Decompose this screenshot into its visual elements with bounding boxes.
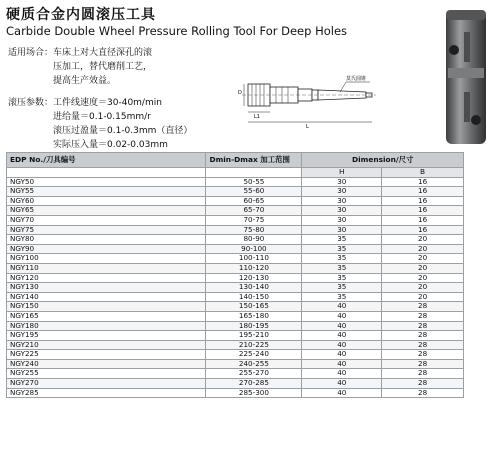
cell-range: 270-285 [206, 379, 302, 389]
cell-range: 120-130 [206, 273, 302, 283]
cell-code: NGY165 [7, 311, 206, 321]
cell-h: 40 [302, 359, 382, 369]
cell-b: 20 [382, 283, 464, 293]
table-row [7, 263, 464, 273]
cell-code: NGY195 [7, 331, 206, 341]
cell-range: 80-90 [206, 235, 302, 245]
header-edp: EDP No./刀具编号 [7, 153, 206, 168]
application-label: 适用场合： [8, 48, 54, 58]
roller-hole [449, 45, 459, 55]
cell-code: NGY285 [7, 388, 206, 398]
cell-h: 35 [302, 292, 382, 302]
table-row [7, 235, 464, 245]
cell-code: NGY225 [7, 350, 206, 360]
cell-code: NGY120 [7, 273, 206, 283]
table-row [7, 359, 464, 369]
table-row [7, 311, 464, 321]
cell-b: 16 [382, 206, 464, 216]
cell-range: 100-110 [206, 254, 302, 264]
table-row [7, 187, 464, 197]
cell-h: 40 [302, 340, 382, 350]
cell-b: 16 [382, 225, 464, 235]
cell-h: 40 [302, 350, 382, 360]
cell-h: 40 [302, 331, 382, 341]
cell-range: 180-195 [206, 321, 302, 331]
cell-code: NGY70 [7, 215, 206, 225]
cell-h: 40 [302, 321, 382, 331]
cell-h: 35 [302, 283, 382, 293]
cell-code: NGY90 [7, 244, 206, 254]
cell-b: 28 [382, 331, 464, 341]
roller-hole [471, 115, 481, 125]
table-row [7, 283, 464, 293]
cell-b: 28 [382, 302, 464, 312]
cell-b: 16 [382, 177, 464, 187]
cell-h: 30 [302, 225, 382, 235]
cell-range: 195-210 [206, 331, 302, 341]
table-row [7, 273, 464, 283]
cell-h: 40 [302, 369, 382, 379]
cell-code: NGY180 [7, 321, 206, 331]
parameter-line: 工件线速度＝30-40m/min [53, 98, 162, 108]
cell-code: NGY130 [7, 283, 206, 293]
parameters-section [8, 96, 192, 152]
table-row [7, 302, 464, 312]
cell-range: 90-100 [206, 244, 302, 254]
cell-code: NGY110 [7, 263, 206, 273]
cell-code: NGY50 [7, 177, 206, 187]
cell-b: 20 [382, 235, 464, 245]
cell-range: 130-140 [206, 283, 302, 293]
dim-d-label: D [238, 90, 242, 96]
cell-code: NGY270 [7, 379, 206, 389]
tool-photo [428, 8, 500, 146]
cell-range: 225-240 [206, 350, 302, 360]
table-row [7, 379, 464, 389]
application-line: 压加工，替代磨削工艺， [53, 62, 153, 72]
table-row [7, 340, 464, 350]
table-row [7, 369, 464, 379]
taper-label: 莫氏圆锥 [346, 76, 367, 82]
table-row [7, 350, 464, 360]
cell-h: 35 [302, 244, 382, 254]
cell-code: NGY100 [7, 254, 206, 264]
table-row [7, 244, 464, 254]
cell-code: NGY150 [7, 302, 206, 312]
cell-h: 30 [302, 196, 382, 206]
cell-range: 75-80 [206, 225, 302, 235]
header-dimension: Dimension/尺寸 [302, 153, 464, 168]
header-h: H [302, 168, 382, 178]
cell-h: 30 [302, 206, 382, 216]
header-range: Dmin-Dmax 加工范围 [206, 153, 302, 168]
cell-h: 35 [302, 254, 382, 264]
cell-b: 20 [382, 273, 464, 283]
dim-l-label: L [306, 124, 309, 130]
cell-h: 40 [302, 379, 382, 389]
header-b: B [382, 168, 464, 178]
parameter-line: 滚压过盈量＝0.1-0.3mm（直径） [53, 126, 193, 136]
cell-b: 16 [382, 187, 464, 197]
cell-code: NGY75 [7, 225, 206, 235]
table-row [7, 331, 464, 341]
cell-h: 40 [302, 311, 382, 321]
cell-range: 285-300 [206, 388, 302, 398]
cell-range: 150-165 [206, 302, 302, 312]
cell-b: 28 [382, 388, 464, 398]
table-row [7, 215, 464, 225]
application-line: 提高生产效益。 [53, 76, 117, 86]
cell-code: NGY55 [7, 187, 206, 197]
cell-b: 28 [382, 340, 464, 350]
cell-b: 28 [382, 369, 464, 379]
cell-h: 35 [302, 235, 382, 245]
application-line: 车床上对大直径深孔的滚 [53, 48, 153, 58]
cell-b: 16 [382, 196, 464, 206]
table-row [7, 321, 464, 331]
cell-b: 28 [382, 321, 464, 331]
cell-h: 30 [302, 177, 382, 187]
cell-b: 20 [382, 292, 464, 302]
table-row [7, 225, 464, 235]
tool-drawing [236, 70, 406, 132]
page-title-en: Carbide Double Wheel Pressure Rolling Tool For Deep Holes [6, 24, 348, 38]
cell-b: 16 [382, 215, 464, 225]
cell-range: 50-55 [206, 177, 302, 187]
table-row [7, 388, 464, 398]
cell-b: 20 [382, 244, 464, 254]
table-row [7, 292, 464, 302]
cell-b: 20 [382, 263, 464, 273]
cell-b: 28 [382, 379, 464, 389]
cell-code: NGY140 [7, 292, 206, 302]
cell-h: 30 [302, 215, 382, 225]
page-title-cn: 硬质合金内圆滚压工具 [6, 7, 156, 23]
cell-h: 35 [302, 273, 382, 283]
cell-code: NGY65 [7, 206, 206, 216]
cell-range: 65-70 [206, 206, 302, 216]
dim-l1-label: L1 [254, 114, 260, 120]
cell-range: 255-270 [206, 369, 302, 379]
cell-range: 60-65 [206, 196, 302, 206]
cell-code: NGY60 [7, 196, 206, 206]
cell-code: NGY255 [7, 369, 206, 379]
application-section [8, 46, 152, 88]
cell-b: 20 [382, 254, 464, 264]
parameter-line: 进给量＝0.1-0.15mm/r [53, 112, 151, 122]
cell-h: 30 [302, 187, 382, 197]
cell-range: 240-255 [206, 359, 302, 369]
table-row [7, 254, 464, 264]
cell-range: 210-225 [206, 340, 302, 350]
table-row [7, 206, 464, 216]
cell-range: 165-180 [206, 311, 302, 321]
cell-range: 110-120 [206, 263, 302, 273]
cell-b: 28 [382, 359, 464, 369]
cell-h: 35 [302, 263, 382, 273]
table-row [7, 177, 464, 187]
cell-code: NGY240 [7, 359, 206, 369]
cell-b: 28 [382, 311, 464, 321]
table-row [7, 196, 464, 206]
cell-range: 140-150 [206, 292, 302, 302]
cell-b: 28 [382, 350, 464, 360]
parameter-line: 实际压入量＝0.02-0.03mm [53, 140, 168, 150]
cell-code: NGY80 [7, 235, 206, 245]
cell-range: 70-75 [206, 215, 302, 225]
spec-table [6, 152, 464, 398]
cell-code: NGY210 [7, 340, 206, 350]
cell-range: 55-60 [206, 187, 302, 197]
cell-h: 40 [302, 302, 382, 312]
cell-h: 40 [302, 388, 382, 398]
parameters-label: 滚压参数： [8, 98, 54, 108]
